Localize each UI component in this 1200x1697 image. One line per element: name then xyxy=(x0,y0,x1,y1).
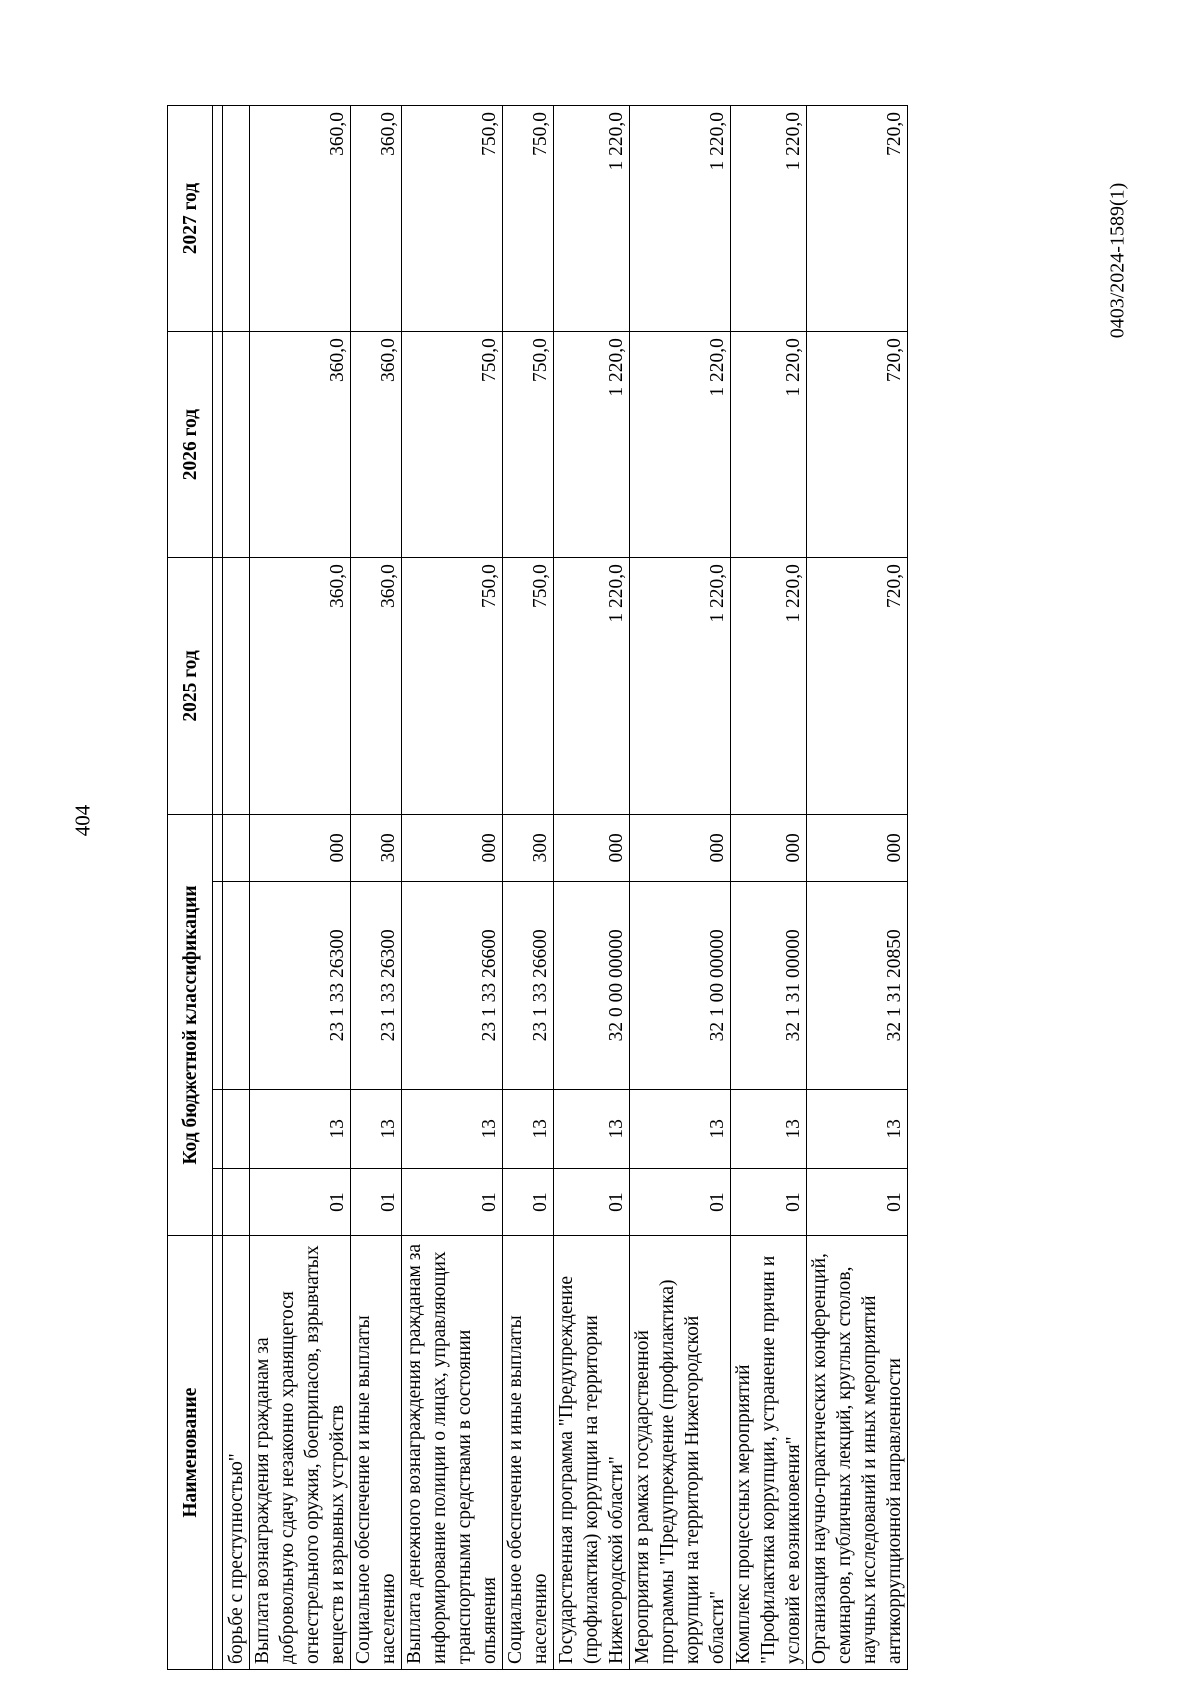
table-row xyxy=(503,106,554,1670)
cell-c3: 23 1 33 26300 xyxy=(250,881,351,1089)
cell-y2027: 720,0 xyxy=(807,106,908,332)
header-code: Код бюджетной классификации xyxy=(168,814,213,1236)
header-2025: 2025 год xyxy=(168,558,213,815)
cell-name: Государственная программа "Предупреждение (профилактика) коррупции на территории Нижегородской области" xyxy=(554,1236,630,1670)
cell-y2025: 750,0 xyxy=(503,558,554,815)
cell-y2025: 360,0 xyxy=(250,558,351,815)
table-subheader-row xyxy=(213,106,223,1670)
cell-y2026: 750,0 xyxy=(402,332,503,558)
page-number: 404 xyxy=(70,804,95,836)
cell-y2026: 360,0 xyxy=(250,332,351,558)
cell-c3: 23 1 33 26300 xyxy=(351,881,402,1089)
cell-y2027: 750,0 xyxy=(402,106,503,332)
cell-y2027: 1 220,0 xyxy=(554,106,630,332)
cell-y2025: 1 220,0 xyxy=(731,558,807,815)
cell-c2: 13 xyxy=(630,1089,731,1168)
cell-y2026: 750,0 xyxy=(503,332,554,558)
budget-table-container xyxy=(167,105,977,1670)
cell-c1: 01 xyxy=(402,1169,503,1236)
cell-c2: 13 xyxy=(250,1089,351,1168)
cell-c4: 000 xyxy=(807,814,908,881)
cell-c4: 000 xyxy=(731,814,807,881)
cell-y2025: 1 220,0 xyxy=(630,558,731,815)
cell-y2027: 750,0 xyxy=(503,106,554,332)
table-row xyxy=(351,106,402,1670)
cell-c3: 23 1 33 26600 xyxy=(402,881,503,1089)
cell-c2: 13 xyxy=(503,1089,554,1168)
cell-y2026: 1 220,0 xyxy=(731,332,807,558)
cell-c3: 32 1 31 20850 xyxy=(807,881,908,1089)
cell-c4: 000 xyxy=(402,814,503,881)
table-row xyxy=(554,106,630,1670)
header-2026: 2026 год xyxy=(168,332,213,558)
cell-y2027: 360,0 xyxy=(250,106,351,332)
cell-c3: 23 1 33 26600 xyxy=(503,881,554,1089)
cell-c1: 01 xyxy=(351,1169,402,1236)
table-row xyxy=(630,106,731,1670)
cell-y2026: 1 220,0 xyxy=(630,332,731,558)
cell-c2: 13 xyxy=(731,1089,807,1168)
cell-name: Выплата вознаграждения гражданам за добровольную сдачу незаконно хранящегося огнестрельного оружия, боеприпасов, взрывчатых веществ и взрывных устройств xyxy=(250,1236,351,1670)
table-row xyxy=(402,106,503,1670)
cell-name: Социальное обеспечение и иные выплаты населению xyxy=(351,1236,402,1670)
cell-y2025: 750,0 xyxy=(402,558,503,815)
header-2027: 2027 год xyxy=(168,106,213,332)
cell-c3: 32 1 00 00000 xyxy=(630,881,731,1089)
table-row xyxy=(731,106,807,1670)
header-name: Наименование xyxy=(168,1236,213,1670)
cell-name: Социальное обеспечение и иные выплаты населению xyxy=(503,1236,554,1670)
cell-name: Мероприятия в рамках государственной программы "Предупреждение (профилактика) коррупции на территории Нижегородской области" xyxy=(630,1236,731,1670)
cell-c2: 13 xyxy=(807,1089,908,1168)
cell-c2: 13 xyxy=(554,1089,630,1168)
cell-name: Комплекс процессных мероприятий "Профилактика коррупции, устранение причин и условий ее возникновения" xyxy=(731,1236,807,1670)
budget-table xyxy=(167,105,908,1670)
cell-name: Выплата денежного вознаграждения гражданам за информирование полиции о лицах, управляющих транспортными средствами в состоянии опьянения xyxy=(402,1236,503,1670)
cell-y2025: 360,0 xyxy=(351,558,402,815)
cell-y2026: 720,0 xyxy=(807,332,908,558)
cell-y2027: 360,0 xyxy=(351,106,402,332)
cell-c4: 000 xyxy=(554,814,630,881)
cell-c2: 13 xyxy=(402,1089,503,1168)
cell-c1: 01 xyxy=(807,1169,908,1236)
cell-c4: 300 xyxy=(503,814,554,881)
continuation-text: борьбе с преступностью" xyxy=(223,1236,250,1670)
cell-y2027: 1 220,0 xyxy=(630,106,731,332)
cell-c3: 32 1 31 00000 xyxy=(731,881,807,1089)
table-row xyxy=(807,106,908,1670)
cell-y2027: 1 220,0 xyxy=(731,106,807,332)
cell-c1: 01 xyxy=(503,1169,554,1236)
cell-y2026: 1 220,0 xyxy=(554,332,630,558)
cell-y2025: 1 220,0 xyxy=(554,558,630,815)
cell-c4: 000 xyxy=(250,814,351,881)
cell-y2025: 720,0 xyxy=(807,558,908,815)
cell-y2026: 360,0 xyxy=(351,332,402,558)
continuation-row xyxy=(223,106,250,1670)
cell-c3: 32 0 00 00000 xyxy=(554,881,630,1089)
cell-c1: 01 xyxy=(554,1169,630,1236)
table-row xyxy=(250,106,351,1670)
cell-c1: 01 xyxy=(731,1169,807,1236)
table-header-row xyxy=(168,106,213,1670)
cell-name: Организация научно-практических конференций, семинаров, публичных лекций, круглых столов, научных исследований и иных мероприятий антикоррупционной направленности xyxy=(807,1236,908,1670)
cell-c4: 000 xyxy=(630,814,731,881)
cell-c4: 300 xyxy=(351,814,402,881)
document-code: 0403/2024-1589(1) xyxy=(1106,182,1129,338)
cell-c1: 01 xyxy=(250,1169,351,1236)
cell-c2: 13 xyxy=(351,1089,402,1168)
cell-c1: 01 xyxy=(630,1169,731,1236)
